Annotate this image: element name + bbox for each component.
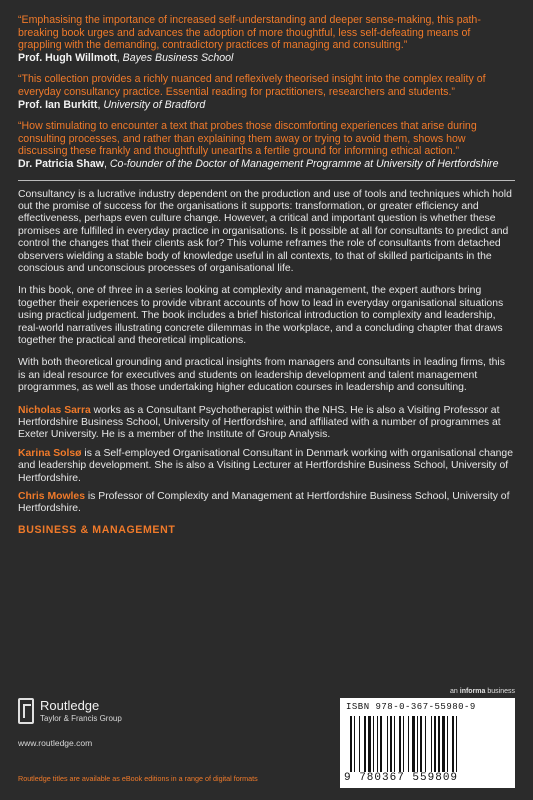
endorser-name: Prof. Ian Burkitt: [18, 98, 98, 111]
barcode-bar: [420, 716, 422, 772]
barcode-bar: [456, 716, 457, 772]
informa-suffix: business: [485, 688, 515, 695]
blurb-paragraph: With both theoretical grounding and practical insights from managers and consultants in leading firms, this is an ideal resource for executives and students on leadership development and talent management programmes, as well as those undertaking higher education courses in leadership and consulting.: [18, 357, 505, 394]
routledge-logo-icon: [18, 698, 34, 724]
author-name: Chris Mowles: [18, 491, 85, 503]
author-bio: [18, 491, 515, 516]
barcode-bar: [373, 716, 374, 772]
ebook-note: Routledge titles are available as eBook editions in a range of digital formats: [18, 774, 258, 783]
barcode-bar: [403, 716, 404, 772]
isbn-text: ISBN 978-0-367-55980-9: [346, 702, 476, 712]
blurb-paragraph: Consultancy is a lucrative industry dependent on the production and use of tools and techniques which hold out the promise of success for the organisations it supports: transformation, or greater efficiency and effectiveness, perhaps even culture change. However, a critical and important question is whether these promises are fulfilled in everyday practice in organisations. Is it possible at all for consultants to predict and control the changes that their clients ask for? This volume reframes the role of consultants from detached observers wielding a stable body of knowledge useful in all contexts, to that of skilled participants in the conscious and unconscious processes of organisational life.: [18, 188, 512, 274]
barcode-bar: [438, 716, 440, 772]
endorsement-quote: “This collection provides a richly nuanced and reflexively theorised insight into the complex reality of everyday consultancy practice. Essential reading for practitioners, researchers and students.”: [18, 73, 486, 98]
publisher-name: Routledge: [40, 698, 100, 713]
endorsement-2: [18, 73, 515, 111]
barcode-bar: [368, 716, 371, 772]
informa-prefix: an: [450, 688, 460, 695]
barcode-bar: [377, 716, 378, 772]
blurb-paragraph: In this book, one of three in a series looking at complexity and management, the expert authors bring together their experiences to provide vibrant accounts of how to lead in everyday organisational situations using practical judgement. The book includes a brief historical introduction to complexity and leadership, real-world narratives illustrating concrete dilemmas in the workplace, and a concluding chapter that draws together the practical and theoretical implications.: [18, 285, 504, 346]
informa-tagline: [450, 688, 515, 695]
author-description: is a Self-employed Organisational Consultant in Denmark working with organisational change and leadership development. She is also a Visiting Lecturer at Hertfordshire Business School, University of Hertfordshire.: [18, 447, 513, 484]
barcode-number: 9 780367 559809: [344, 772, 459, 784]
endorsement-attribution: Prof. Hugh Willmott, Bayes Business School: [18, 51, 234, 64]
endorsement-quote: “How stimulating to encounter a text that probes those discomforting experiences that arise during consulting processes, and rather than explaining them away or trying to avoid them, shows how discussing these frankly and thoughtfully unearths a fertile ground for informing ethical action.”: [18, 120, 477, 158]
barcode-bar: [390, 716, 392, 772]
barcode-bar: [387, 716, 388, 772]
author-bios: [18, 405, 515, 516]
endorsement-1: [18, 14, 515, 64]
barcode-bar: [431, 716, 432, 772]
subject-category: BUSINESS & MANAGEMENT: [18, 523, 176, 536]
blurb: [18, 189, 515, 395]
endorsement-attribution: Dr. Patricia Shaw, Co-founder of the Doctor of Management Programme at University of Hertfordshire: [18, 157, 499, 170]
barcode-bar: [447, 716, 448, 772]
endorser-affiliation: Bayes Business School: [122, 51, 234, 64]
barcode-bar: [354, 716, 355, 772]
barcode-bar: [425, 716, 426, 772]
barcode-bar: [408, 716, 409, 772]
publisher-group: Taylor & Francis Group: [40, 714, 122, 723]
author-description: works as a Consultant Psychotherapist within the NHS. He is also a Visiting Professor at Hertfordshire Business School, University of Hertfordshire, and affiliated with a number of programmes at Exeter University. He is a member of the Institute of Group Analysis.: [18, 404, 501, 441]
barcode-bars: [350, 716, 500, 772]
cover-footer: [18, 686, 515, 796]
author-bio: [18, 405, 515, 442]
barcode-bar: [359, 716, 360, 772]
barcode-bar: [350, 716, 352, 772]
barcode-bar: [364, 716, 366, 772]
barcode-bar: [434, 716, 436, 772]
publisher-website[interactable]: www.routledge.com: [18, 738, 93, 748]
endorser-name: Prof. Hugh Willmott: [18, 51, 117, 64]
barcode-bar: [452, 716, 454, 772]
divider: [18, 180, 515, 181]
author-name: Karina Solsø: [18, 447, 82, 459]
endorsement-3: [18, 120, 515, 170]
barcode-bar: [380, 716, 382, 772]
barcode-bar: [394, 716, 395, 772]
barcode-bar: [417, 716, 418, 772]
endorsement-attribution: Prof. Ian Burkitt, University of Bradford: [18, 98, 206, 111]
author-description: is Professor of Complexity and Management at Hertfordshire Business School, University of Hertfordshire.: [18, 491, 510, 515]
endorser-affiliation: Co-founder of the Doctor of Management Programme at University of Hertfordshire: [109, 157, 499, 170]
informa-brand: informa: [459, 688, 486, 695]
endorser-name: Dr. Patricia Shaw: [18, 157, 104, 170]
barcode-bar: [412, 716, 415, 772]
author-bio: [18, 448, 515, 485]
barcode: [340, 698, 515, 788]
barcode-bar: [399, 716, 401, 772]
endorser-affiliation: University of Bradford: [103, 98, 206, 111]
author-name: Nicholas Sarra: [18, 404, 91, 416]
endorsement-quote: “Emphasising the importance of increased self-understanding and deeper sense-making, this path-breaking book urges and advances the adoption of more thoughtful, less self-defeating means of grappling with the demanding, contradictory practices of managing and consulting.”: [18, 14, 481, 52]
barcode-bar: [442, 716, 445, 772]
